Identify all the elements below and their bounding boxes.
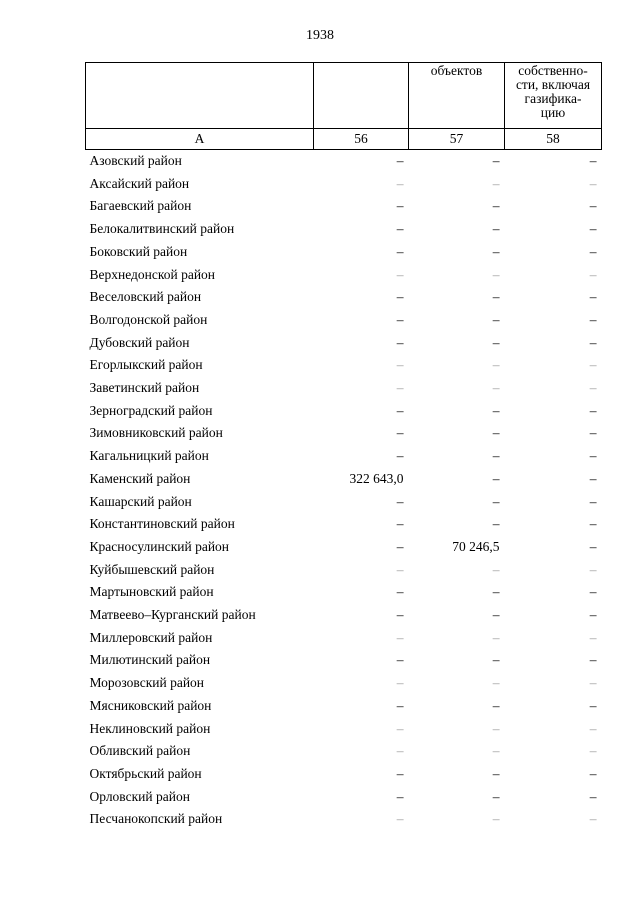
table-row xyxy=(86,581,602,604)
header-cell-57: объектов xyxy=(409,63,505,129)
value-58: – xyxy=(589,448,597,464)
value-56: – xyxy=(396,243,404,259)
value-56: – xyxy=(396,266,404,282)
value-58: – xyxy=(589,243,597,259)
value-57: – xyxy=(492,697,500,713)
district-name: Егорлыкский район xyxy=(89,357,203,373)
value-58: – xyxy=(589,493,597,509)
table-row xyxy=(86,309,602,332)
value-57: – xyxy=(492,311,500,327)
value-56: – xyxy=(396,175,404,191)
table-row xyxy=(86,264,602,287)
header-row xyxy=(86,63,602,129)
value-58: – xyxy=(589,584,597,600)
district-name: Морозовский район xyxy=(89,675,205,691)
value-58: – xyxy=(589,198,597,214)
table-row xyxy=(86,491,602,514)
district-name: Матвеево–Курганский район xyxy=(89,607,256,623)
value-58: – xyxy=(589,720,597,736)
header-cell-district xyxy=(86,63,314,129)
value-56: – xyxy=(396,584,404,600)
data-table xyxy=(85,62,602,831)
value-58: – xyxy=(589,470,597,486)
value-57: – xyxy=(492,516,500,532)
value-58: – xyxy=(589,697,597,713)
table-row xyxy=(86,332,602,355)
value-56: – xyxy=(396,221,404,237)
value-57: – xyxy=(492,175,500,191)
column-number-58: 58 xyxy=(505,129,602,150)
district-name: Октябрьский район xyxy=(89,765,202,781)
value-56: – xyxy=(396,493,404,509)
district-name: Аксайский район xyxy=(89,175,190,191)
value-58: – xyxy=(589,357,597,373)
value-57: – xyxy=(492,629,500,645)
district-name: Боковский район xyxy=(89,243,188,259)
table-row xyxy=(86,536,602,559)
value-56: – xyxy=(396,720,404,736)
value-57: – xyxy=(492,243,500,259)
value-56: – xyxy=(396,198,404,214)
value-58: – xyxy=(589,811,597,827)
value-56: – xyxy=(396,607,404,623)
district-name: Кагальницкий район xyxy=(89,448,209,464)
header-cell-58: собственно- сти, включая газифика- цию xyxy=(505,63,602,129)
value-58: – xyxy=(589,629,597,645)
district-name: Кашарский район xyxy=(89,493,192,509)
value-56: – xyxy=(396,811,404,827)
value-56: – xyxy=(396,629,404,645)
value-57: – xyxy=(492,198,500,214)
table-row xyxy=(86,218,602,241)
table-row xyxy=(86,718,602,741)
value-56: – xyxy=(396,289,404,305)
table-body xyxy=(86,150,602,832)
value-57: – xyxy=(492,402,500,418)
value-56: – xyxy=(396,561,404,577)
value-57: – xyxy=(492,289,500,305)
value-56: – xyxy=(396,448,404,464)
district-name: Волгодонской район xyxy=(89,311,208,327)
column-number-row xyxy=(86,129,602,150)
value-57: – xyxy=(492,448,500,464)
value-57: – xyxy=(492,153,500,168)
table-row xyxy=(86,400,602,423)
value-57: – xyxy=(492,380,500,396)
value-58: – xyxy=(589,334,597,350)
table-row xyxy=(86,513,602,536)
value-58: – xyxy=(589,561,597,577)
column-number-56: 56 xyxy=(314,129,409,150)
value-57: – xyxy=(492,334,500,350)
district-name: Зерноградский район xyxy=(89,402,213,418)
header-cell-56 xyxy=(314,63,409,129)
value-56: – xyxy=(396,425,404,441)
value-56: – xyxy=(396,357,404,373)
value-58: – xyxy=(589,153,597,168)
table-row xyxy=(86,763,602,786)
value-57: – xyxy=(492,765,500,781)
value-58: – xyxy=(589,266,597,282)
district-name: Зимовниковский район xyxy=(89,425,223,441)
value-57: – xyxy=(492,221,500,237)
value-58: – xyxy=(589,652,597,668)
table-row xyxy=(86,808,602,831)
district-name: Орловский район xyxy=(89,788,190,804)
value-58: – xyxy=(589,516,597,532)
district-name: Азовский район xyxy=(89,153,182,168)
value-58: – xyxy=(589,765,597,781)
value-56: – xyxy=(396,652,404,668)
district-name: Миллеровский район xyxy=(89,629,213,645)
value-56: – xyxy=(396,334,404,350)
value-58: – xyxy=(589,425,597,441)
district-name: Дубовский район xyxy=(89,334,190,350)
table-row xyxy=(86,241,602,264)
table-row xyxy=(86,150,602,173)
value-57: – xyxy=(492,720,500,736)
value-56: – xyxy=(396,380,404,396)
table-row xyxy=(86,627,602,650)
value-57: – xyxy=(492,470,500,486)
column-number-57: 57 xyxy=(409,129,505,150)
value-58: – xyxy=(589,175,597,191)
table-row xyxy=(86,195,602,218)
table-row xyxy=(86,377,602,400)
value-56: – xyxy=(396,538,404,554)
value-57: – xyxy=(492,357,500,373)
value-58: – xyxy=(589,402,597,418)
value-56: – xyxy=(396,516,404,532)
table-row xyxy=(86,649,602,672)
value-57: – xyxy=(492,493,500,509)
district-name: Мартыновский район xyxy=(89,584,214,600)
district-name: Милютинский район xyxy=(89,652,211,668)
value-56: – xyxy=(396,697,404,713)
district-name: Багаевский район xyxy=(89,198,192,214)
value-57: – xyxy=(492,675,500,691)
value-58: – xyxy=(589,311,597,327)
value-58: – xyxy=(589,788,597,804)
table-row xyxy=(86,786,602,809)
table-row xyxy=(86,422,602,445)
table-row xyxy=(86,354,602,377)
table-row xyxy=(86,695,602,718)
value-58: – xyxy=(589,607,597,623)
value-57: – xyxy=(492,788,500,804)
table-row xyxy=(86,173,602,196)
district-name: Мясниковский район xyxy=(89,697,212,713)
value-56: 322 643,0 xyxy=(349,470,404,486)
table-row xyxy=(86,445,602,468)
value-56: – xyxy=(396,675,404,691)
value-57: 70 246,5 xyxy=(452,538,500,554)
value-57: – xyxy=(492,811,500,827)
district-name: Каменский район xyxy=(89,470,191,486)
district-name: Обливский район xyxy=(89,743,191,759)
value-57: – xyxy=(492,652,500,668)
table-row xyxy=(86,286,602,309)
value-56: – xyxy=(396,153,404,168)
value-57: – xyxy=(492,425,500,441)
district-name: Верхнедонской район xyxy=(89,266,216,282)
value-56: – xyxy=(396,788,404,804)
district-name: Белокалитвинский район xyxy=(89,221,235,237)
value-58: – xyxy=(589,743,597,759)
value-58: – xyxy=(589,380,597,396)
district-name: Заветинский район xyxy=(89,380,200,396)
value-58: – xyxy=(589,221,597,237)
table-row xyxy=(86,559,602,582)
column-number-a: А xyxy=(86,129,314,150)
district-name: Веселовский район xyxy=(89,289,202,305)
table-row xyxy=(86,672,602,695)
table-row xyxy=(86,468,602,491)
district-name: Неклиновский район xyxy=(89,720,211,736)
value-57: – xyxy=(492,266,500,282)
table-header xyxy=(86,63,602,150)
value-57: – xyxy=(492,561,500,577)
value-57: – xyxy=(492,743,500,759)
value-56: – xyxy=(396,743,404,759)
value-58: – xyxy=(589,289,597,305)
value-56: – xyxy=(396,765,404,781)
value-57: – xyxy=(492,607,500,623)
table-row xyxy=(86,740,602,763)
value-58: – xyxy=(589,538,597,554)
table-row xyxy=(86,604,602,627)
page-number: 1938 xyxy=(306,28,334,43)
district-name: Песчанокопский район xyxy=(89,811,223,827)
value-56: – xyxy=(396,402,404,418)
district-name: Куйбышевский район xyxy=(89,561,215,577)
value-56: – xyxy=(396,311,404,327)
value-58: – xyxy=(589,675,597,691)
district-name: Красносулинский район xyxy=(89,538,230,554)
district-name: Константиновский район xyxy=(89,516,235,532)
value-57: – xyxy=(492,584,500,600)
